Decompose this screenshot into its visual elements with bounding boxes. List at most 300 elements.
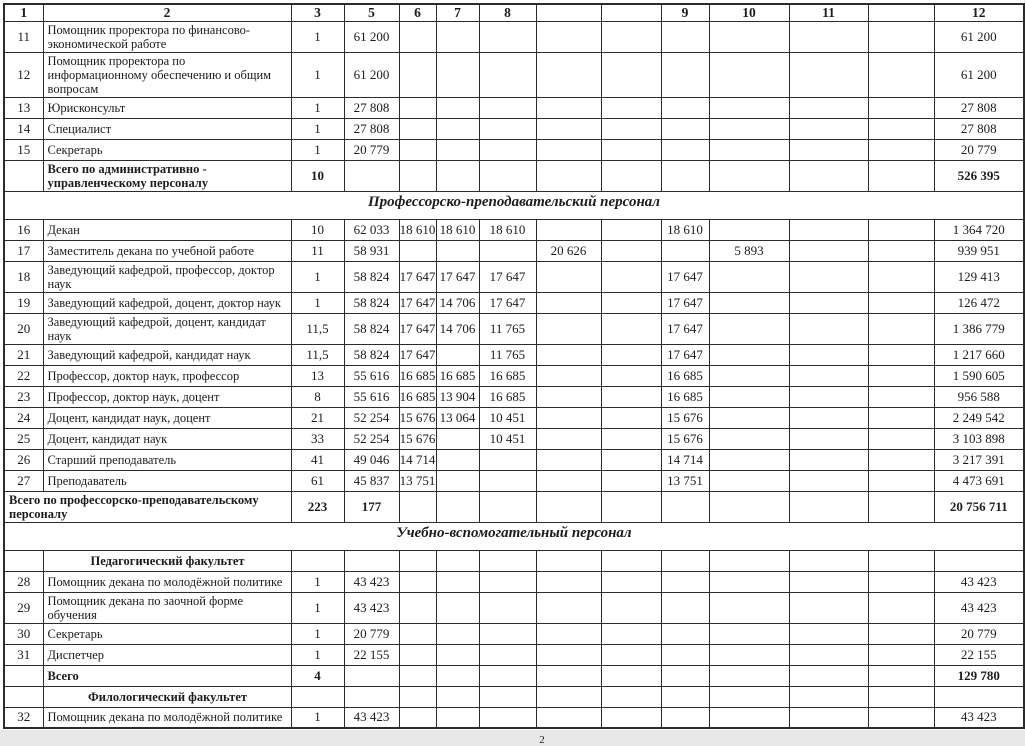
cell-c8 xyxy=(479,160,536,191)
row-number: 22 xyxy=(4,365,43,386)
cell-c3: 33 xyxy=(291,428,344,449)
row-label: Педагогический факультет xyxy=(43,550,291,571)
cell-c8a xyxy=(536,219,601,240)
cell-c8 xyxy=(479,665,536,686)
cell-c8b xyxy=(601,449,661,470)
cell-c5: 52 254 xyxy=(344,428,399,449)
cell-c3: 1 xyxy=(291,571,344,592)
cell-c10 xyxy=(709,21,789,52)
cell-c8b xyxy=(601,139,661,160)
cell-c12: 2 249 542 xyxy=(934,407,1024,428)
cell-c7 xyxy=(436,160,479,191)
cell-c9 xyxy=(661,550,709,571)
cell-c8a xyxy=(536,344,601,365)
cell-c3 xyxy=(291,686,344,707)
cell-c8a xyxy=(536,21,601,52)
row-number: 15 xyxy=(4,139,43,160)
cell-c5: 58 931 xyxy=(344,240,399,261)
row-label: Специалист xyxy=(43,118,291,139)
row-number: 30 xyxy=(4,623,43,644)
cell-c11a xyxy=(868,240,934,261)
row-number: 13 xyxy=(4,97,43,118)
cell-c11 xyxy=(789,21,868,52)
column-header xyxy=(868,4,934,21)
row-number: 16 xyxy=(4,219,43,240)
cell-c12: 3 103 898 xyxy=(934,428,1024,449)
row-number: 19 xyxy=(4,292,43,313)
cell-c11a xyxy=(868,52,934,97)
cell-c12: 27 808 xyxy=(934,118,1024,139)
cell-c8b xyxy=(601,261,661,292)
cell-c3: 1 xyxy=(291,52,344,97)
cell-c3: 1 xyxy=(291,139,344,160)
table-row xyxy=(4,313,1024,344)
cell-c8a xyxy=(536,686,601,707)
cell-c8a xyxy=(536,160,601,191)
cell-c9 xyxy=(661,491,709,522)
cell-c11 xyxy=(789,261,868,292)
row-label: Всего по профессорско-преподавательскому персоналу xyxy=(4,491,291,522)
cell-c6: 17 647 xyxy=(399,292,436,313)
cell-c8a xyxy=(536,644,601,665)
cell-c11a xyxy=(868,261,934,292)
cell-c9: 16 685 xyxy=(661,386,709,407)
cell-c5: 27 808 xyxy=(344,118,399,139)
cell-c6 xyxy=(399,571,436,592)
cell-c11 xyxy=(789,623,868,644)
cell-c11 xyxy=(789,118,868,139)
row-number: 31 xyxy=(4,644,43,665)
table-row xyxy=(4,219,1024,240)
cell-c6 xyxy=(399,118,436,139)
cell-c6 xyxy=(399,644,436,665)
cell-c7: 13 064 xyxy=(436,407,479,428)
cell-c9 xyxy=(661,686,709,707)
section-title: Профессорско-преподавательский персонал xyxy=(4,191,1024,219)
cell-c10: 5 893 xyxy=(709,240,789,261)
cell-c11a xyxy=(868,292,934,313)
row-label: Диспетчер xyxy=(43,644,291,665)
column-header: 9 xyxy=(661,4,709,21)
cell-c8a xyxy=(536,428,601,449)
table-row xyxy=(4,261,1024,292)
table-row xyxy=(4,449,1024,470)
cell-c9 xyxy=(661,571,709,592)
cell-c12: 20 779 xyxy=(934,139,1024,160)
row-label: Секретарь xyxy=(43,139,291,160)
cell-c10 xyxy=(709,644,789,665)
cell-c12 xyxy=(934,550,1024,571)
cell-c6 xyxy=(399,21,436,52)
cell-c8 xyxy=(479,707,536,728)
cell-c7 xyxy=(436,118,479,139)
cell-c9: 17 647 xyxy=(661,313,709,344)
cell-c5: 43 423 xyxy=(344,707,399,728)
cell-c3: 1 xyxy=(291,292,344,313)
cell-c6 xyxy=(399,665,436,686)
row-label: Юрисконсульт xyxy=(43,97,291,118)
cell-c8a xyxy=(536,623,601,644)
row-label: Заведующий кафедрой, профессор, доктор наук xyxy=(43,261,291,292)
cell-c8b xyxy=(601,52,661,97)
cell-c5: 55 616 xyxy=(344,365,399,386)
cell-c11 xyxy=(789,707,868,728)
table-row xyxy=(4,592,1024,623)
cell-c8a xyxy=(536,592,601,623)
cell-c8b xyxy=(601,644,661,665)
staff-salary-table xyxy=(3,3,1025,729)
cell-c11a xyxy=(868,491,934,522)
cell-c9 xyxy=(661,623,709,644)
cell-c9 xyxy=(661,240,709,261)
table-row xyxy=(4,428,1024,449)
cell-c7: 18 610 xyxy=(436,219,479,240)
row-number: 26 xyxy=(4,449,43,470)
cell-c6 xyxy=(399,160,436,191)
cell-c10 xyxy=(709,52,789,97)
cell-c11a xyxy=(868,139,934,160)
cell-c11a xyxy=(868,313,934,344)
cell-c6: 18 610 xyxy=(399,219,436,240)
cell-c11a xyxy=(868,407,934,428)
cell-c11 xyxy=(789,219,868,240)
cell-c11a xyxy=(868,219,934,240)
row-label: Декан xyxy=(43,219,291,240)
cell-c8b xyxy=(601,21,661,52)
cell-c12: 22 155 xyxy=(934,644,1024,665)
cell-c12: 61 200 xyxy=(934,52,1024,97)
row-label: Старший преподаватель xyxy=(43,449,291,470)
row-number: 14 xyxy=(4,118,43,139)
cell-c7 xyxy=(436,428,479,449)
table-row xyxy=(4,407,1024,428)
cell-c3: 1 xyxy=(291,261,344,292)
row-label: Преподаватель xyxy=(43,470,291,491)
cell-c12: 43 423 xyxy=(934,571,1024,592)
cell-c8 xyxy=(479,470,536,491)
cell-c7 xyxy=(436,707,479,728)
column-header: 12 xyxy=(934,4,1024,21)
row-number: 32 xyxy=(4,707,43,728)
cell-c8 xyxy=(479,449,536,470)
cell-c7 xyxy=(436,571,479,592)
cell-c8b xyxy=(601,118,661,139)
cell-c8a xyxy=(536,470,601,491)
cell-c11 xyxy=(789,644,868,665)
cell-c3: 11,5 xyxy=(291,313,344,344)
column-header: 2 xyxy=(43,4,291,21)
cell-c5 xyxy=(344,686,399,707)
cell-c8b xyxy=(601,365,661,386)
cell-c3: 1 xyxy=(291,21,344,52)
cell-c11a xyxy=(868,118,934,139)
cell-c6: 16 685 xyxy=(399,386,436,407)
cell-c6: 17 647 xyxy=(399,313,436,344)
cell-c11 xyxy=(789,470,868,491)
cell-c11 xyxy=(789,240,868,261)
cell-c8b xyxy=(601,344,661,365)
cell-c11a xyxy=(868,160,934,191)
cell-c12: 20 756 711 xyxy=(934,491,1024,522)
cell-c5: 43 423 xyxy=(344,592,399,623)
cell-c11a xyxy=(868,592,934,623)
cell-c5: 20 779 xyxy=(344,139,399,160)
cell-c8: 10 451 xyxy=(479,407,536,428)
row-number: 18 xyxy=(4,261,43,292)
row-label: Всего по административно - управленческому персоналу xyxy=(43,160,291,191)
section-title-row xyxy=(4,191,1024,219)
cell-c5: 62 033 xyxy=(344,219,399,240)
cell-c6 xyxy=(399,491,436,522)
cell-c8a xyxy=(536,449,601,470)
cell-c11 xyxy=(789,550,868,571)
subsection-title-row xyxy=(4,686,1024,707)
table-row xyxy=(4,21,1024,52)
table-row xyxy=(4,470,1024,491)
cell-c12: 4 473 691 xyxy=(934,470,1024,491)
row-label: Помощник проректора по финансово-экономической работе xyxy=(43,21,291,52)
cell-c3: 1 xyxy=(291,623,344,644)
cell-c11a xyxy=(868,344,934,365)
cell-c9: 13 751 xyxy=(661,470,709,491)
cell-c11 xyxy=(789,139,868,160)
cell-c8a xyxy=(536,571,601,592)
cell-c7 xyxy=(436,52,479,97)
total-row xyxy=(4,491,1024,522)
cell-c10 xyxy=(709,344,789,365)
cell-c8a xyxy=(536,139,601,160)
cell-c11 xyxy=(789,160,868,191)
section-title-row xyxy=(4,522,1024,550)
cell-c11 xyxy=(789,665,868,686)
row-number xyxy=(4,665,43,686)
table-row xyxy=(4,240,1024,261)
cell-c7 xyxy=(436,21,479,52)
row-number: 25 xyxy=(4,428,43,449)
cell-c8a xyxy=(536,550,601,571)
cell-c8 xyxy=(479,623,536,644)
cell-c8a xyxy=(536,97,601,118)
cell-c3: 223 xyxy=(291,491,344,522)
table-row xyxy=(4,623,1024,644)
cell-c3: 1 xyxy=(291,592,344,623)
cell-c12: 43 423 xyxy=(934,707,1024,728)
cell-c12: 1 590 605 xyxy=(934,365,1024,386)
cell-c5: 55 616 xyxy=(344,386,399,407)
cell-c10 xyxy=(709,550,789,571)
cell-c3: 4 xyxy=(291,665,344,686)
cell-c8 xyxy=(479,644,536,665)
cell-c8b xyxy=(601,665,661,686)
cell-c7: 14 706 xyxy=(436,292,479,313)
cell-c3: 11,5 xyxy=(291,344,344,365)
cell-c3 xyxy=(291,550,344,571)
cell-c9 xyxy=(661,21,709,52)
cell-c8a xyxy=(536,313,601,344)
row-label: Помощник проректора по информационному обеспечению и общим вопросам xyxy=(43,52,291,97)
cell-c6: 16 685 xyxy=(399,365,436,386)
row-label: Заведующий кафедрой, доцент, кандидат наук xyxy=(43,313,291,344)
cell-c5 xyxy=(344,665,399,686)
row-label: Заместитель декана по учебной работе xyxy=(43,240,291,261)
cell-c6 xyxy=(399,592,436,623)
cell-c8b xyxy=(601,313,661,344)
cell-c11 xyxy=(789,344,868,365)
cell-c12: 3 217 391 xyxy=(934,449,1024,470)
cell-c10 xyxy=(709,139,789,160)
row-label: Помощник декана по заочной форме обучения xyxy=(43,592,291,623)
cell-c10 xyxy=(709,160,789,191)
cell-c11a xyxy=(868,97,934,118)
cell-c8a xyxy=(536,707,601,728)
cell-c8: 17 647 xyxy=(479,292,536,313)
cell-c8 xyxy=(479,491,536,522)
cell-c6 xyxy=(399,550,436,571)
cell-c8b xyxy=(601,160,661,191)
cell-c8a xyxy=(536,365,601,386)
cell-c9 xyxy=(661,592,709,623)
cell-c11 xyxy=(789,407,868,428)
cell-c5: 58 824 xyxy=(344,292,399,313)
cell-c11a xyxy=(868,365,934,386)
table-row xyxy=(4,292,1024,313)
cell-c8 xyxy=(479,118,536,139)
cell-c7 xyxy=(436,470,479,491)
row-number: 24 xyxy=(4,407,43,428)
cell-c12: 129 413 xyxy=(934,261,1024,292)
cell-c8: 18 610 xyxy=(479,219,536,240)
cell-c7 xyxy=(436,665,479,686)
cell-c3: 11 xyxy=(291,240,344,261)
cell-c8b xyxy=(601,686,661,707)
cell-c8a xyxy=(536,665,601,686)
cell-c6 xyxy=(399,707,436,728)
cell-c12: 1 364 720 xyxy=(934,219,1024,240)
cell-c11a xyxy=(868,686,934,707)
cell-c9: 14 714 xyxy=(661,449,709,470)
row-number: 27 xyxy=(4,470,43,491)
cell-c7: 14 706 xyxy=(436,313,479,344)
cell-c3: 61 xyxy=(291,470,344,491)
row-label: Секретарь xyxy=(43,623,291,644)
cell-c9 xyxy=(661,139,709,160)
row-label: Всего xyxy=(43,665,291,686)
cell-c5: 43 423 xyxy=(344,571,399,592)
cell-c8a xyxy=(536,407,601,428)
table-row xyxy=(4,344,1024,365)
cell-c3: 21 xyxy=(291,407,344,428)
cell-c3: 1 xyxy=(291,707,344,728)
cell-c6: 17 647 xyxy=(399,344,436,365)
cell-c10 xyxy=(709,386,789,407)
cell-c8a xyxy=(536,491,601,522)
column-header: 3 xyxy=(291,4,344,21)
column-header: 7 xyxy=(436,4,479,21)
cell-c11a xyxy=(868,386,934,407)
row-label: Доцент, кандидат наук xyxy=(43,428,291,449)
cell-c5: 49 046 xyxy=(344,449,399,470)
cell-c8 xyxy=(479,97,536,118)
cell-c8b xyxy=(601,97,661,118)
cell-c8b xyxy=(601,707,661,728)
cell-c8: 16 685 xyxy=(479,386,536,407)
cell-c9 xyxy=(661,665,709,686)
cell-c10 xyxy=(709,219,789,240)
cell-c8: 10 451 xyxy=(479,428,536,449)
cell-c6: 17 647 xyxy=(399,261,436,292)
cell-c8b xyxy=(601,550,661,571)
cell-c8b xyxy=(601,470,661,491)
cell-c12 xyxy=(934,686,1024,707)
cell-c5: 58 824 xyxy=(344,261,399,292)
cell-c9 xyxy=(661,160,709,191)
cell-c10 xyxy=(709,491,789,522)
row-number: 17 xyxy=(4,240,43,261)
cell-c11a xyxy=(868,665,934,686)
cell-c6 xyxy=(399,686,436,707)
cell-c9: 15 676 xyxy=(661,428,709,449)
cell-c10 xyxy=(709,592,789,623)
cell-c12: 956 588 xyxy=(934,386,1024,407)
cell-c3: 8 xyxy=(291,386,344,407)
cell-c12: 27 808 xyxy=(934,97,1024,118)
cell-c9: 17 647 xyxy=(661,344,709,365)
row-number: 29 xyxy=(4,592,43,623)
cell-c8a xyxy=(536,386,601,407)
cell-c8 xyxy=(479,240,536,261)
cell-c10 xyxy=(709,313,789,344)
cell-c10 xyxy=(709,623,789,644)
cell-c6 xyxy=(399,97,436,118)
table-row xyxy=(4,52,1024,97)
cell-c3: 1 xyxy=(291,644,344,665)
cell-c10 xyxy=(709,365,789,386)
section-title: Учебно-вспомогательный персонал xyxy=(4,522,1024,550)
cell-c11a xyxy=(868,707,934,728)
row-number xyxy=(4,160,43,191)
table-row xyxy=(4,139,1024,160)
table-row xyxy=(4,365,1024,386)
cell-c5: 45 837 xyxy=(344,470,399,491)
cell-c5: 177 xyxy=(344,491,399,522)
cell-c9: 17 647 xyxy=(661,261,709,292)
column-header: 11 xyxy=(789,4,868,21)
cell-c11 xyxy=(789,449,868,470)
cell-c8b xyxy=(601,240,661,261)
cell-c10 xyxy=(709,449,789,470)
cell-c5: 52 254 xyxy=(344,407,399,428)
cell-c10 xyxy=(709,571,789,592)
cell-c11 xyxy=(789,428,868,449)
table-row xyxy=(4,386,1024,407)
cell-c7: 13 904 xyxy=(436,386,479,407)
cell-c12: 1 217 660 xyxy=(934,344,1024,365)
column-header: 1 xyxy=(4,4,43,21)
cell-c7 xyxy=(436,240,479,261)
cell-c9 xyxy=(661,118,709,139)
cell-c8 xyxy=(479,21,536,52)
cell-c7 xyxy=(436,344,479,365)
row-number xyxy=(4,550,43,571)
cell-c9 xyxy=(661,52,709,97)
table-row xyxy=(4,97,1024,118)
cell-c8 xyxy=(479,571,536,592)
cell-c6: 15 676 xyxy=(399,428,436,449)
cell-c5: 61 200 xyxy=(344,21,399,52)
cell-c7: 16 685 xyxy=(436,365,479,386)
table-row xyxy=(4,707,1024,728)
cell-c3: 10 xyxy=(291,160,344,191)
